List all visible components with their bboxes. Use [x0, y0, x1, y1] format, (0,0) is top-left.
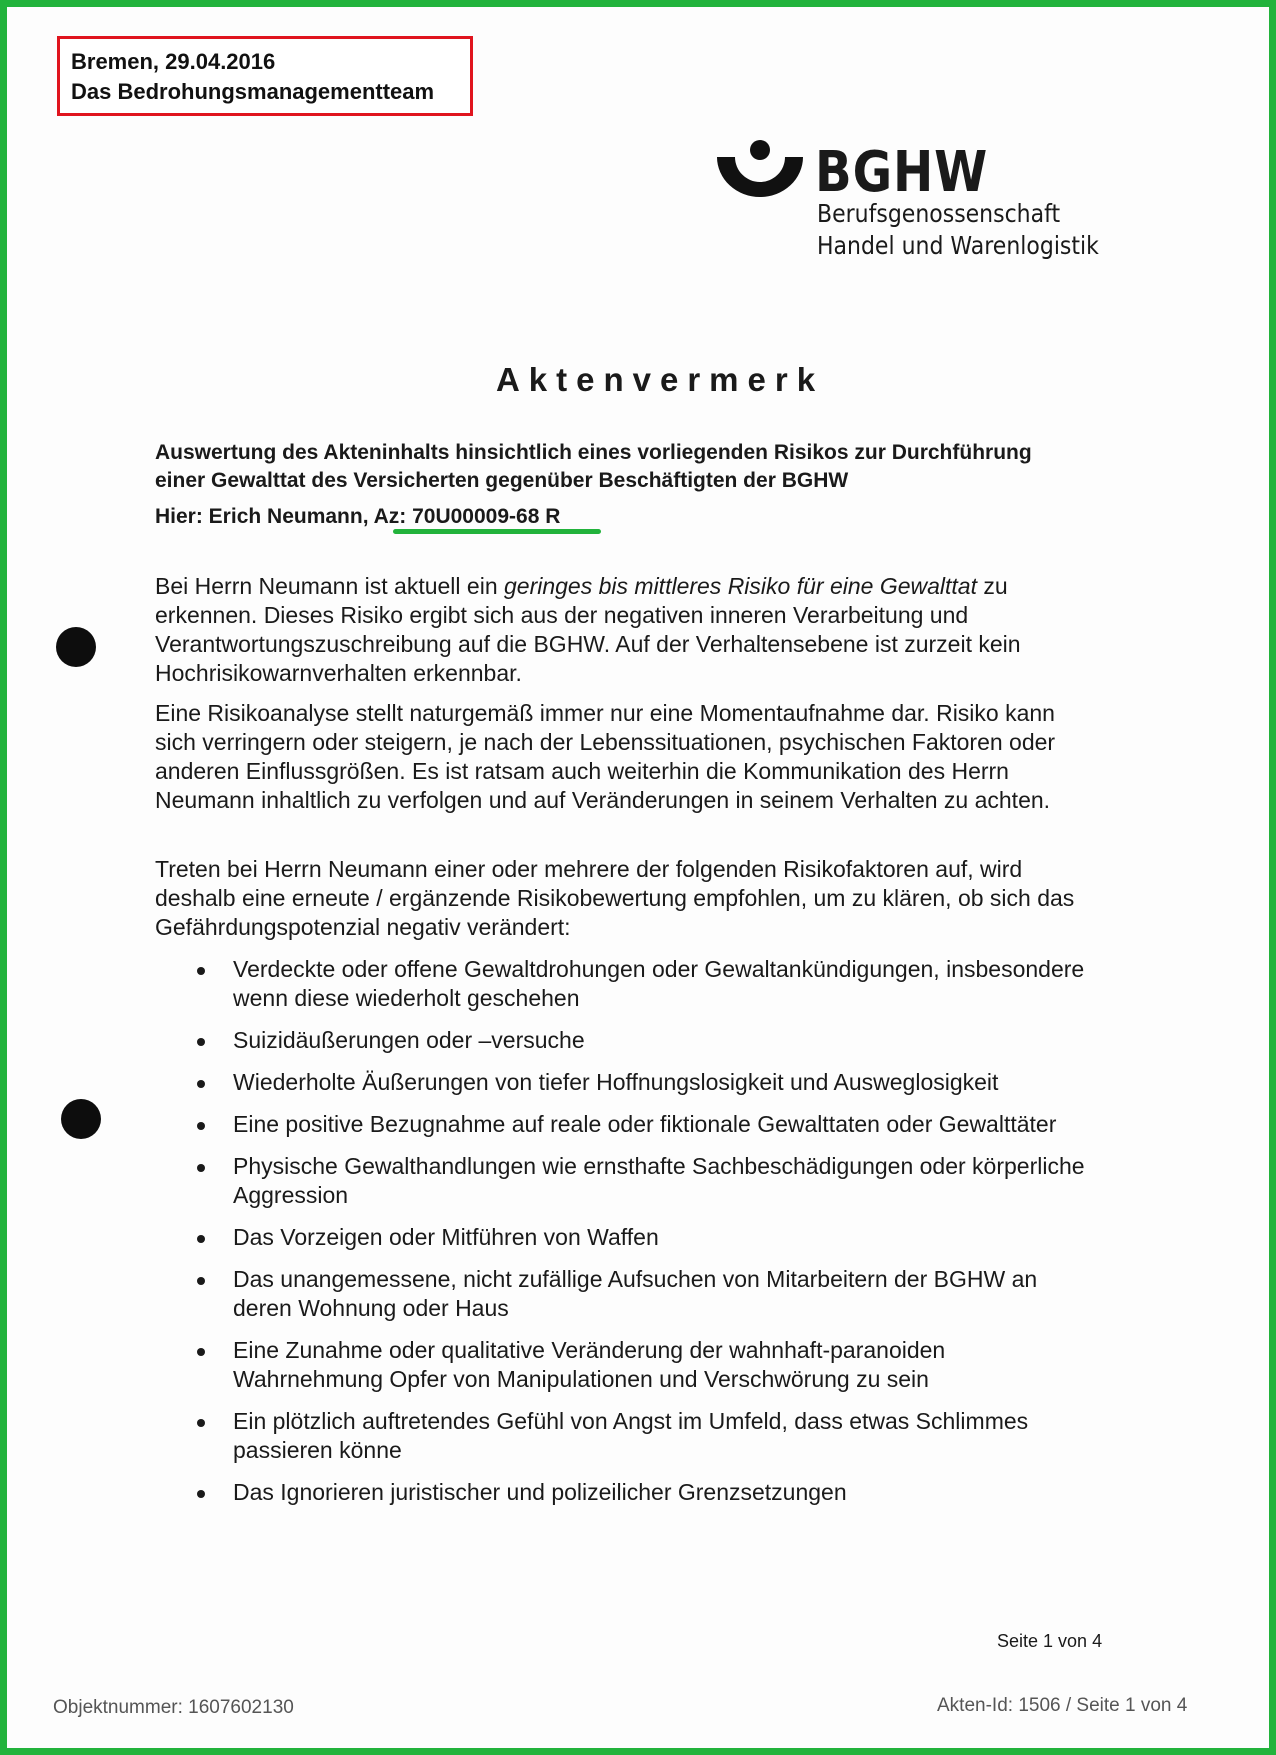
reference-person: Hier: Erich Neumann,	[155, 505, 374, 528]
list-item-text: Wiederholte Äußerungen von tiefer Hoffnungslosigkeit und Ausweglosigkeit	[233, 1069, 999, 1095]
document-title: Aktenvermerk	[495, 361, 825, 398]
bullet-icon	[197, 1490, 205, 1498]
punch-hole-bottom	[61, 1099, 101, 1139]
risk-level-emphasis: geringes bis mittleres Risiko für eine Gewalttat	[504, 573, 977, 599]
footer-object-number: Objektnummer: 1607602130	[53, 1697, 294, 1718]
bullet-icon	[197, 1122, 205, 1130]
risk-factor-list	[197, 955, 1097, 1520]
list-item-text: Das unangemessene, nicht zufällige Aufsuchen von Mitarbeitern der BGHW an deren Wohnung oder Haus	[233, 1266, 1038, 1321]
stamp-team-line: Das Bedrohungsmanagementteam	[71, 79, 435, 104]
paragraph-text: Bei Herrn Neumann ist aktuell ein	[155, 573, 504, 599]
list-item	[197, 955, 1097, 1013]
logo-subtitle-line2: Handel und Warenlogistik	[817, 231, 1099, 260]
bullet-icon	[197, 1348, 205, 1356]
list-item	[197, 1407, 1097, 1465]
list-item	[197, 1110, 1097, 1139]
bullet-icon	[197, 1419, 205, 1427]
bghw-logo-mark-icon	[715, 139, 805, 201]
list-item-text: Physische Gewalthandlungen wie ernsthafte Sachbeschädigungen oder körperliche Aggression	[233, 1153, 1085, 1208]
reference-file-number: Az: 70U00009-68 R	[373, 505, 561, 528]
bghw-logo	[715, 139, 1135, 269]
subject-heading: Auswertung des Akteninhalts hinsichtlich eines vorliegenden Risikos zur Durchführung einer Gewalttat des Versicherten gegenüber Beschäftigten der BGHW	[155, 441, 1032, 492]
list-item-text: Eine positive Bezugnahme auf reale oder fiktionale Gewalttaten oder Gewalttäter	[233, 1111, 1057, 1137]
paragraph-risk-factors-intro: Treten bei Herrn Neumann einer oder mehrere der folgenden Risikofaktoren auf, wird deshalb eine erneute / ergänzende Risikobewertung empfohlen, um zu klären, ob sich das Gefährdungspotenzial negativ verändert:	[155, 856, 1075, 940]
reference-line	[155, 503, 560, 531]
list-item	[197, 1026, 1097, 1055]
punch-hole-top	[56, 627, 96, 667]
bullet-icon	[197, 1038, 205, 1046]
bullet-icon	[197, 1277, 205, 1285]
bullet-icon	[197, 1080, 205, 1088]
list-item-text: Eine Zunahme oder qualitative Veränderung der wahnhaft-paranoiden Wahrnehmung Opfer von Manipulationen und Verschwörung zu sein	[233, 1337, 946, 1392]
paragraph-text: zu erkennen. Dieses Risiko ergibt sich aus der negativen inneren Verarbeitung und Verantwortungszuschreibung auf die BGHW. Auf der Verhaltensebene ist zurzeit kein Hochrisikowarnverhalten erkennbar.	[155, 573, 1021, 686]
stamp-date-line: Bremen, 29.04.2016	[71, 49, 276, 74]
bullet-icon	[197, 1164, 205, 1172]
bullet-icon	[197, 967, 205, 975]
list-item	[197, 1068, 1097, 1097]
list-item	[197, 1223, 1097, 1252]
list-item	[197, 1336, 1097, 1394]
list-item-text: Suizidäußerungen oder –versuche	[233, 1027, 585, 1053]
date-stamp-box	[57, 36, 473, 116]
footer-file-id: Akten-Id: 1506 / Seite 1 von 4	[937, 1695, 1188, 1716]
list-item-text: Das Ignorieren juristischer und polizeilicher Grenzsetzungen	[233, 1479, 847, 1505]
list-item	[197, 1265, 1097, 1323]
paragraph-risk-assessment	[155, 572, 1095, 688]
list-item-text: Verdeckte oder offene Gewaltdrohungen oder Gewaltankündigungen, insbesondere wenn diese wiederholt geschehen	[233, 956, 1085, 1011]
logo-subtitle-line1: Berufsgenossenschaft	[817, 199, 1061, 228]
list-item-text: Ein plötzlich auftretendes Gefühl von Angst im Umfeld, dass etwas Schlimmes passieren könne	[233, 1408, 1029, 1463]
logo-name: BGHW	[815, 140, 989, 205]
reference-underline	[393, 529, 601, 534]
bullet-icon	[197, 1235, 205, 1243]
paragraph-risk-analysis: Eine Risikoanalyse stellt naturgemäß immer nur eine Momentaufnahme dar. Risiko kann sich verringern oder steigern, je nach der Lebenssituationen, psychischen Faktoren oder anderen Einflussgrößen. Es ist ratsam auch weiterhin die Kommunikation des Herrn Neumann inhaltlich zu verfolgen und auf Veränderungen in seinem Verhalten zu achten.	[155, 700, 1056, 813]
page-number: Seite 1 von 4	[997, 1631, 1103, 1651]
list-item	[197, 1478, 1097, 1507]
list-item	[197, 1152, 1097, 1210]
list-item-text: Das Vorzeigen oder Mitführen von Waffen	[233, 1224, 659, 1250]
